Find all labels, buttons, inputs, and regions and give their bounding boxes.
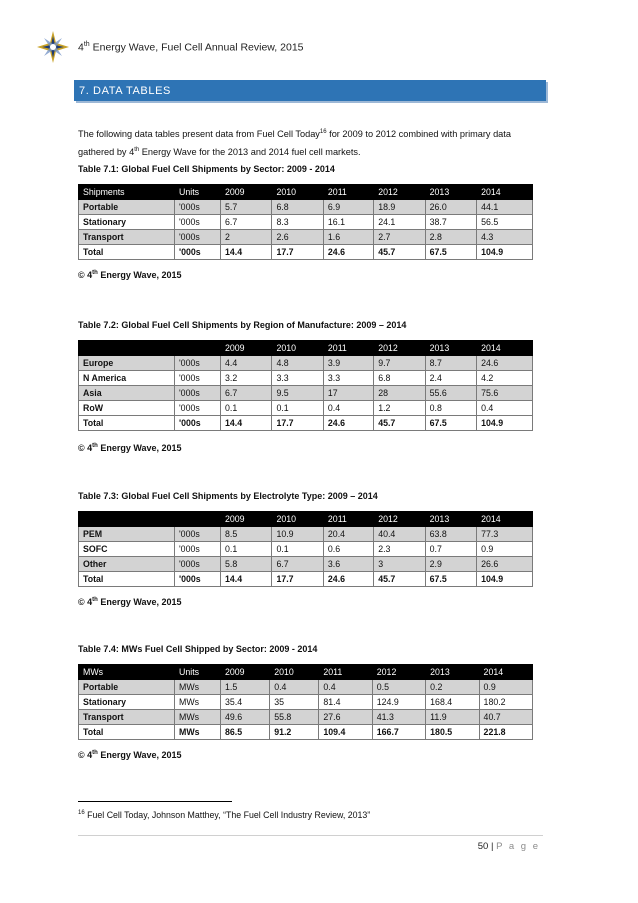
- table-cell: 0.4: [319, 680, 372, 695]
- table-cell: 8.5: [221, 527, 272, 542]
- table-cell: 166.7: [372, 725, 425, 740]
- header-cell: 2010: [272, 185, 323, 200]
- table-cell: 6.8: [272, 200, 323, 215]
- header-title: 4th Energy Wave, Fuel Cell Annual Review, 2015: [78, 40, 304, 54]
- table-cell: MWs: [175, 710, 221, 725]
- table-header-row: [79, 341, 533, 356]
- table-cell: 18.9: [374, 200, 425, 215]
- header-cell: 2013: [425, 512, 476, 527]
- page-number: 50 | P a g e: [477, 841, 540, 852]
- table-caption: Table 7.3: Global Fuel Cell Shipments by Electrolyte Type: 2009 – 2014: [78, 491, 378, 501]
- table-cell: 6.7: [272, 557, 323, 572]
- table-cell: Stationary: [79, 215, 175, 230]
- header-cell: 2011: [319, 665, 372, 680]
- table-cell: 3.3: [323, 371, 373, 386]
- table-cell: 35: [270, 695, 319, 710]
- table-header-row: [79, 185, 533, 200]
- header-cell: 2011: [323, 185, 373, 200]
- table-cell: 35.4: [221, 695, 270, 710]
- table-row: [79, 680, 533, 695]
- table-cell: '000s: [175, 527, 221, 542]
- table-cell: 2: [221, 230, 272, 245]
- table-cell: 4.8: [272, 356, 323, 371]
- table-cell: 63.8: [425, 527, 476, 542]
- table-cell: 0.7: [425, 542, 476, 557]
- table-cell: 5.7: [221, 200, 272, 215]
- table-row: [79, 557, 533, 572]
- table-cell: 17: [323, 386, 373, 401]
- table-cell: 67.5: [425, 245, 476, 260]
- table-cell: 11.9: [426, 710, 479, 725]
- header-cell: 2014: [479, 665, 532, 680]
- table-row: [79, 695, 533, 710]
- table-cell: 0.1: [221, 401, 272, 416]
- table-cell: 91.2: [270, 725, 319, 740]
- table-cell: '000s: [175, 416, 221, 431]
- header-cell: Units: [175, 185, 221, 200]
- table-cell: 9.5: [272, 386, 323, 401]
- table-cell: '000s: [175, 542, 221, 557]
- table-cell: '000s: [175, 356, 221, 371]
- table-cell: 0.5: [372, 680, 425, 695]
- table-cell: 56.5: [477, 215, 533, 230]
- header-cell: Units: [175, 665, 221, 680]
- table-cell: 0.6: [323, 542, 373, 557]
- table-cell: Portable: [79, 200, 175, 215]
- table-cell: 67.5: [425, 572, 476, 587]
- table-cell: 109.4: [319, 725, 372, 740]
- table-cell: 3.9: [323, 356, 373, 371]
- table-cell: 81.4: [319, 695, 372, 710]
- section-title: 7. DATA TABLES: [79, 84, 171, 97]
- table-cell: 38.7: [425, 215, 476, 230]
- table-cell: 24.6: [323, 245, 373, 260]
- table-cell: 4.2: [477, 371, 533, 386]
- table-cell: 0.4: [323, 401, 373, 416]
- header-cell: 2010: [270, 665, 319, 680]
- table-cell: MWs: [175, 680, 221, 695]
- header-cell: 2013: [426, 665, 479, 680]
- table-header-row: [79, 512, 533, 527]
- table-cell: Other: [79, 557, 175, 572]
- table-cell: 8.7: [425, 356, 476, 371]
- header-cell: 2010: [272, 512, 323, 527]
- header-cell: [175, 512, 221, 527]
- table-cell: Portable: [79, 680, 175, 695]
- table-cell: '000s: [175, 557, 221, 572]
- table-cell: 6.7: [221, 386, 272, 401]
- table-cell: '000s: [175, 200, 221, 215]
- copyright-note: © 4th Energy Wave, 2015: [78, 750, 182, 760]
- header-cell: 2009: [221, 185, 272, 200]
- table-cell: 104.9: [477, 572, 533, 587]
- table-cell: 14.4: [221, 245, 272, 260]
- table-cell: Europe: [79, 356, 175, 371]
- table-cell: 17.7: [272, 245, 323, 260]
- table-row: [79, 356, 533, 371]
- table-row: [79, 542, 533, 557]
- table-cell: Total: [79, 725, 175, 740]
- footnote: $^{16}$ Fuel Cell Today, Johnson Matthey, “The Fuel Cell Industry Review, 2013”: [78, 810, 371, 820]
- table-row: [79, 371, 533, 386]
- table-cell: 0.8: [425, 401, 476, 416]
- table-row: [79, 215, 533, 230]
- footer-divider: [78, 835, 543, 836]
- table-row: [79, 200, 533, 215]
- table-total-row: [79, 572, 533, 587]
- table-cell: 104.9: [477, 245, 533, 260]
- table-cell: 45.7: [374, 572, 425, 587]
- table-cell: 41.3: [372, 710, 425, 725]
- table-cell: '000s: [175, 230, 221, 245]
- header-cell: 2014: [477, 512, 533, 527]
- table-cell: 3: [374, 557, 425, 572]
- table-cell: '000s: [175, 401, 221, 416]
- header-cell: 2014: [477, 185, 533, 200]
- table-cell: 27.6: [319, 710, 372, 725]
- table-cell: 0.1: [221, 542, 272, 557]
- table-cell: '000s: [175, 386, 221, 401]
- copyright-note: © 4th Energy Wave, 2015: [78, 270, 182, 280]
- table-cell: 75.6: [477, 386, 533, 401]
- table-cell: 55.6: [425, 386, 476, 401]
- table-cell: 180.2: [479, 695, 532, 710]
- copyright-note: © 4th Energy Wave, 2015: [78, 597, 182, 607]
- footnote-ref[interactable]: 16: [319, 129, 327, 135]
- header-cell: 2014: [477, 341, 533, 356]
- table-cell: 26.0: [425, 200, 476, 215]
- table-total-row: [79, 416, 533, 431]
- table-cell: 8.3: [272, 215, 323, 230]
- table-cell: Total: [79, 416, 175, 431]
- table-cell: 2.9: [425, 557, 476, 572]
- table-cell: Transport: [79, 710, 175, 725]
- table-header-row: [79, 665, 533, 680]
- table-cell: '000s: [175, 371, 221, 386]
- table-cell: 0.1: [272, 542, 323, 557]
- header-cell: 2011: [323, 512, 373, 527]
- table-cell: 49.6: [221, 710, 270, 725]
- header-cell: [175, 341, 221, 356]
- header-cell: 2011: [323, 341, 373, 356]
- table-cell: 5.8: [221, 557, 272, 572]
- table-row: [79, 527, 533, 542]
- table-cell: 14.4: [221, 416, 272, 431]
- table-cell: 0.9: [477, 542, 533, 557]
- table-cell: Total: [79, 245, 175, 260]
- table-caption: Table 7.1: Global Fuel Cell Shipments by Sector: 2009 - 2014: [78, 164, 335, 174]
- table-cell: 17.7: [272, 572, 323, 587]
- table-cell: 6.7: [221, 215, 272, 230]
- header-cell: [79, 512, 175, 527]
- table-cell: 9.7: [374, 356, 425, 371]
- header-cell: MWs: [79, 665, 175, 680]
- table-cell: N America: [79, 371, 175, 386]
- data-table-electrolyte: [78, 511, 533, 587]
- table-total-row: [79, 725, 533, 740]
- table-cell: 3.6: [323, 557, 373, 572]
- page-header: [36, 30, 304, 64]
- table-cell: 0.4: [477, 401, 533, 416]
- data-table-sector: [78, 184, 533, 260]
- header-cell: 2009: [221, 512, 272, 527]
- table-cell: '000s: [175, 245, 221, 260]
- table-cell: Transport: [79, 230, 175, 245]
- table-cell: Total: [79, 572, 175, 587]
- intro-paragraph: The following data tables present data from Fuel Cell Today$^{16}$ for 2009 to 2012 combined with primary data gathered by 4th Energy Wave for the 2013 and 2014 fuel cell markets.: [78, 129, 511, 158]
- header-cell: 2012: [372, 665, 425, 680]
- table-cell: 2.6: [272, 230, 323, 245]
- table-cell: 77.3: [477, 527, 533, 542]
- table-cell: 24.1: [374, 215, 425, 230]
- table-row: [79, 401, 533, 416]
- footnote-separator: [78, 801, 232, 802]
- table-cell: '000s: [175, 215, 221, 230]
- table-cell: PEM: [79, 527, 175, 542]
- table-cell: 1.6: [323, 230, 373, 245]
- table-cell: 0.9: [479, 680, 532, 695]
- table-cell: 2.8: [425, 230, 476, 245]
- table-cell: SOFC: [79, 542, 175, 557]
- table-cell: 1.2: [374, 401, 425, 416]
- table-cell: 1.5: [221, 680, 270, 695]
- table-cell: 221.8: [479, 725, 532, 740]
- table-row: [79, 230, 533, 245]
- table-total-row: [79, 245, 533, 260]
- section-heading-bar: [74, 80, 546, 101]
- table-cell: 124.9: [372, 695, 425, 710]
- table-cell: 14.4: [221, 572, 272, 587]
- table-cell: 0.4: [270, 680, 319, 695]
- table-cell: 55.8: [270, 710, 319, 725]
- energy-wave-logo-icon: [36, 30, 70, 64]
- table-row: [79, 386, 533, 401]
- table-cell: 6.8: [374, 371, 425, 386]
- table-cell: 28: [374, 386, 425, 401]
- table-cell: 67.5: [425, 416, 476, 431]
- table-cell: MWs: [175, 695, 221, 710]
- table-cell: Stationary: [79, 695, 175, 710]
- table-cell: 3.3: [272, 371, 323, 386]
- table-cell: '000s: [175, 572, 221, 587]
- table-caption: Table 7.2: Global Fuel Cell Shipments by Region of Manufacture: 2009 – 2014: [78, 320, 407, 330]
- header-cell: 2009: [221, 341, 272, 356]
- table-cell: 24.6: [323, 572, 373, 587]
- header-cell: 2009: [221, 665, 270, 680]
- header-cell: 2010: [272, 341, 323, 356]
- table-cell: 4.4: [221, 356, 272, 371]
- table-cell: RoW: [79, 401, 175, 416]
- header-cell: 2013: [425, 341, 476, 356]
- table-cell: 86.5: [221, 725, 270, 740]
- table-cell: 40.7: [479, 710, 532, 725]
- header-cell: [79, 341, 175, 356]
- data-table-region: [78, 340, 533, 431]
- table-cell: Asia: [79, 386, 175, 401]
- table-cell: 2.3: [374, 542, 425, 557]
- table-cell: 16.1: [323, 215, 373, 230]
- header-cell: 2012: [374, 185, 425, 200]
- table-cell: 24.6: [477, 356, 533, 371]
- header-cell: 2012: [374, 512, 425, 527]
- table-cell: 44.1: [477, 200, 533, 215]
- table-cell: 168.4: [426, 695, 479, 710]
- header-cell: 2013: [425, 185, 476, 200]
- table-caption: Table 7.4: MWs Fuel Cell Shipped by Sector: 2009 - 2014: [78, 644, 318, 654]
- table-cell: 17.7: [272, 416, 323, 431]
- header-cell: 2012: [374, 341, 425, 356]
- table-cell: 180.5: [426, 725, 479, 740]
- table-cell: 6.9: [323, 200, 373, 215]
- table-cell: 10.9: [272, 527, 323, 542]
- table-cell: 104.9: [477, 416, 533, 431]
- copyright-note: © 4th Energy Wave, 2015: [78, 443, 182, 453]
- table-cell: 26.6: [477, 557, 533, 572]
- table-row: [79, 710, 533, 725]
- table-cell: 40.4: [374, 527, 425, 542]
- table-cell: 0.1: [272, 401, 323, 416]
- table-cell: 0.2: [426, 680, 479, 695]
- table-cell: 2.4: [425, 371, 476, 386]
- data-table-mws: [78, 664, 533, 740]
- table-cell: 3.2: [221, 371, 272, 386]
- table-cell: MWs: [175, 725, 221, 740]
- header-cell: Shipments: [79, 185, 175, 200]
- table-cell: 2.7: [374, 230, 425, 245]
- table-cell: 20.4: [323, 527, 373, 542]
- table-cell: 4.3: [477, 230, 533, 245]
- table-cell: 24.6: [323, 416, 373, 431]
- table-cell: 45.7: [374, 245, 425, 260]
- table-cell: 45.7: [374, 416, 425, 431]
